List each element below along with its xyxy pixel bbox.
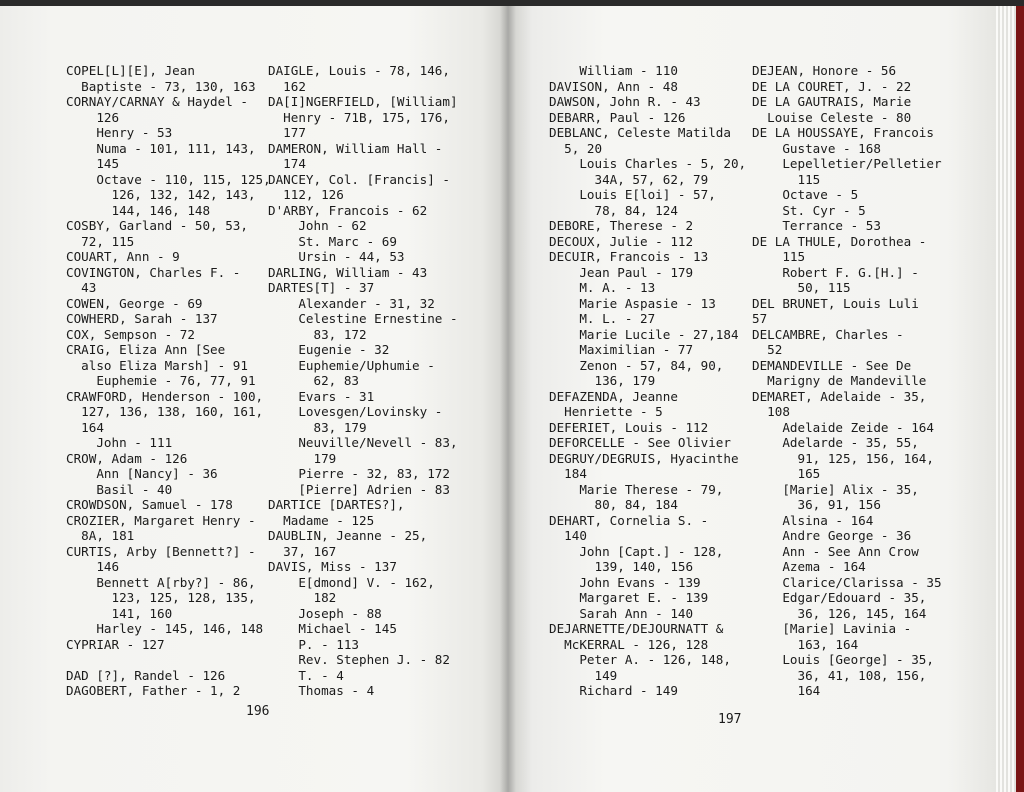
index-entry-line: Baptiste - 73, 130, 163 [66, 78, 256, 94]
index-entry-line: Zenon - 57, 84, 90, [549, 357, 724, 373]
index-entry-line: DARLING, William - 43 [268, 264, 428, 280]
index-entry-line: 164 [752, 683, 821, 698]
index-entry-line: DARTICE [DARTES?], [268, 497, 405, 512]
index-entry-line: DAMERON, William Hall - [268, 140, 443, 156]
index-entry-line: DEFERIET, Louis - 112 [549, 419, 709, 435]
index-entry-line: 123, 125, 128, 135, [66, 590, 256, 605]
index-entry-line: Terrance - 53 [752, 218, 881, 233]
index-entry-line: Marie Lucile - 27,184 [549, 326, 739, 342]
index-entry-line: DAIGLE, Louis - 78, 146, [268, 63, 450, 78]
index-entry-line: 36, 126, 145, 164 [752, 605, 927, 621]
index-entry-line: John [Capt.] - 128, [549, 543, 724, 559]
index-entry-line: Peter A. - 126, 148, [549, 652, 731, 667]
index-entry-line: 162 [268, 78, 306, 94]
index-entry-line: [Marie] Lavinia - [752, 621, 912, 636]
index-entry-line: St. Cyr - 5 [752, 202, 866, 218]
index-entry-line: DEBARR, Paul - 126 [549, 109, 686, 125]
index-entry-line: CURTIS, Arby [Bennett?] - [66, 543, 256, 559]
index-entry-line: 146 [66, 559, 120, 574]
index-entry-line: E[dmond] V. - 162, [268, 574, 435, 590]
index-entry-line: T. - 4 [268, 667, 344, 683]
index-entry-line: M. L. - 27 [549, 311, 656, 326]
index-entry-line: 52 [752, 342, 783, 357]
left-page-column-2 [268, 63, 458, 699]
index-entry-line: 177 [268, 125, 306, 140]
index-entry-line: 34A, 57, 62, 79 [549, 171, 709, 187]
index-entry-line: 139, 140, 156 [549, 559, 694, 574]
index-entry-line: DAVIS, Miss - 137 [268, 559, 397, 574]
index-entry-line: Octave - 110, 115, 125, [66, 171, 271, 187]
index-entry-line: 165 [752, 466, 821, 481]
index-entry-line: 182 [268, 590, 337, 605]
index-entry-line: DEJEAN, Honore - 56 [752, 63, 897, 78]
index-entry-line: St. Marc - 69 [268, 233, 397, 249]
index-entry-line: DECOUX, Julie - 112 [549, 233, 694, 249]
index-entry-line: 36, 41, 108, 156, [752, 667, 927, 683]
index-entry-line: McKERRAL - 126, 128 [549, 636, 709, 652]
index-entry-line: DAVISON, Ann - 48 [549, 78, 678, 94]
index-entry-line: Adelarde - 35, 55, [752, 435, 919, 450]
index-entry-line: 83, 179 [268, 419, 367, 435]
right-page-number: 197 [718, 712, 742, 727]
index-entry-line: Ursin - 44, 53 [268, 249, 405, 264]
index-entry-line: Octave - 5 [752, 187, 859, 202]
index-entry-line: Alsina - 164 [752, 512, 874, 528]
index-entry-line: CYPRIAR - 127 [66, 636, 165, 652]
index-entry-line: 78, 84, 124 [549, 202, 678, 218]
index-entry-line: 115 [752, 171, 821, 187]
index-entry-line: DE LA HOUSSAYE, Francois [752, 125, 934, 140]
index-entry-line: 163, 164 [752, 636, 859, 652]
index-entry-line: DEFORCELLE - See Olivier [549, 435, 731, 450]
index-entry-line: Margaret E. - 139 [549, 590, 709, 605]
index-entry-line: 126, 132, 142, 143, [66, 187, 256, 202]
index-entry-line: 174 [268, 156, 306, 171]
index-entry-line: 72, 115 [66, 233, 135, 249]
index-entry-line: Lovesgen/Lovinsky - [268, 404, 443, 419]
index-entry-line: COSBY, Garland - 50, 53, [66, 218, 248, 233]
index-entry-line: 108 [752, 404, 790, 419]
right-page-column-2 [752, 63, 942, 699]
index-entry-line: Robert F. G.[H.] - [752, 264, 919, 280]
index-entry-line: DEGRUY/DEGRUIS, Hyacinthe [549, 450, 739, 466]
index-entry-line: DA[I]NGERFIELD, [William] [268, 94, 458, 109]
index-entry-line: 83, 172 [268, 326, 367, 342]
index-entry-line: COWHERD, Sarah - 137 [66, 311, 218, 326]
index-entry-line: DAD [?], Randel - 126 [66, 667, 226, 683]
index-entry-line: COWEN, George - 69 [66, 295, 203, 311]
index-entry-line: DANCEY, Col. [Francis] - [268, 171, 450, 187]
index-entry-line: Edgar/Edouard - 35, [752, 590, 927, 605]
index-entry-line: COX, Sempson - 72 [66, 326, 195, 342]
index-entry-line: Madame - 125 [268, 512, 375, 528]
index-entry-line: [Pierre] Adrien - 83 [268, 481, 450, 497]
index-entry-line: John Evans - 139 [549, 574, 701, 590]
index-entry-line [66, 652, 271, 668]
index-entry-line: Pierre - 32, 83, 172 [268, 466, 450, 481]
index-entry-line: CROWDSON, Samuel - 178 [66, 497, 233, 512]
index-entry-line: Henry - 53 [66, 125, 173, 140]
index-entry-line: 36, 91, 156 [752, 497, 881, 512]
index-entry-line: 149 [549, 667, 618, 683]
index-entry-line: Louis E[loi] - 57, [549, 187, 716, 202]
index-entry-line: Louise Celeste - 80 [752, 109, 912, 125]
index-entry-line: Harley - 145, 146, 148 [66, 621, 264, 636]
index-entry-line: DEMANDEVILLE - See De [752, 357, 912, 373]
index-entry-line: DEL BRUNET, Louis Luli [752, 295, 919, 311]
index-entry-line: Evars - 31 [268, 388, 375, 404]
index-entry-line: Basil - 40 [66, 481, 173, 497]
index-entry-line: Bennett A[rby?] - 86, [66, 574, 256, 590]
index-entry-line: COUART, Ann - 9 [66, 249, 180, 264]
index-entry-line: Eugenie - 32 [268, 342, 390, 357]
index-entry-line: Jean Paul - 179 [549, 264, 694, 280]
index-entry-line: 127, 136, 138, 160, 161, [66, 404, 264, 419]
index-entry-line: DECUIR, Francois - 13 [549, 249, 709, 264]
index-entry-line: 184 [549, 466, 587, 481]
index-entry-line: DEBORE, Therese - 2 [549, 218, 694, 233]
index-entry-line: DEJARNETTE/DEJOURNATT & [549, 621, 724, 636]
index-entry-line: John - 62 [268, 218, 367, 233]
index-entry-line: Ann - See Ann Crow [752, 543, 919, 559]
index-entry-line: 140 [549, 528, 587, 543]
index-entry-line: 5, 20 [549, 140, 603, 156]
index-entry-line: 144, 146, 148 [66, 202, 211, 218]
index-entry-line: DE LA COURET, J. - 22 [752, 78, 912, 94]
index-entry-line: 164 [66, 419, 104, 435]
left-page-number: 196 [246, 704, 270, 719]
index-entry-line: Henry - 71B, 175, 176, [268, 109, 450, 125]
index-entry-line: 37, 167 [268, 543, 337, 559]
index-entry-line: DEMARET, Adelaide - 35, [752, 388, 927, 404]
index-entry-line: P. - 113 [268, 636, 359, 652]
index-entry-line: Marie Aspasie - 13 [549, 295, 716, 311]
index-entry-line: DE LA GAUTRAIS, Marie [752, 94, 912, 109]
index-entry-line: Joseph - 88 [268, 605, 382, 621]
index-entry-line: Michael - 145 [268, 621, 397, 636]
index-entry-line: William - 110 [549, 63, 678, 78]
index-entry-line: DELCAMBRE, Charles - [752, 326, 904, 342]
right-page-column-1 [549, 63, 746, 699]
index-entry-line: CRAIG, Eliza Ann [See [66, 342, 226, 357]
index-entry-line: 80, 84, 184 [549, 497, 678, 512]
index-entry-line: Neuville/Nevell - 83, [268, 435, 458, 450]
index-entry-line: 43 [66, 280, 97, 295]
index-entry-line: 136, 179 [549, 373, 656, 388]
index-entry-line: Clarice/Clarissa - 35 [752, 574, 942, 590]
index-entry-line: Adelaide Zeide - 164 [752, 419, 934, 435]
index-entry-line: Marie Therese - 79, [549, 481, 724, 497]
index-entry-line: 62, 83 [268, 373, 359, 388]
index-entry-line: DAWSON, John R. - 43 [549, 94, 701, 109]
index-entry-line: DEFAZENDA, Jeanne [549, 388, 678, 404]
index-entry-line: CROZIER, Margaret Henry - [66, 512, 256, 528]
index-entry-line: 91, 125, 156, 164, [752, 450, 934, 466]
index-entry-line: Numa - 101, 111, 143, [66, 140, 256, 156]
index-entry-line: Marigny de Mandeville [752, 373, 927, 388]
index-entry-line: Thomas - 4 [268, 683, 375, 698]
index-entry-line: DEBLANC, Celeste Matilda [549, 125, 731, 140]
index-entry-line: 179 [268, 450, 337, 466]
index-entry-line: also Eliza Marsh] - 91 [66, 357, 248, 373]
index-entry-line: 126 [66, 109, 120, 125]
index-entry-line: John - 111 [66, 435, 173, 450]
index-entry-line: 57 [752, 311, 768, 326]
book-cover-edge [1016, 6, 1024, 792]
index-entry-line: DARTES[T] - 37 [268, 280, 375, 295]
index-entry-line: 141, 160 [66, 605, 173, 621]
index-entry-line: COVINGTON, Charles F. - [66, 264, 241, 280]
index-entry-line: Azema - 164 [752, 559, 866, 574]
book-gutter [500, 6, 516, 792]
index-entry-line: Richard - 149 [549, 683, 678, 698]
index-entry-line: 8A, 181 [66, 528, 135, 543]
index-entry-line: Alexander - 31, 32 [268, 295, 435, 311]
index-entry-line: Lepelletier/Pelletier [752, 156, 942, 171]
left-page-column-1 [66, 63, 271, 699]
index-entry-line: D'ARBY, Francois - 62 [268, 202, 428, 218]
index-entry-line: 50, 115 [752, 280, 851, 295]
index-entry-line: Euphemie - 76, 77, 91 [66, 373, 256, 388]
index-entry-line: Louis Charles - 5, 20, [549, 156, 747, 171]
index-entry-line: Andre George - 36 [752, 528, 912, 543]
index-entry-line: DE LA THULE, Dorothea - [752, 233, 927, 249]
index-entry-line: M. A. - 13 [549, 280, 656, 295]
index-entry-line: CRAWFORD, Henderson - 100, [66, 388, 264, 404]
index-entry-line: Maximilian - 77 [549, 342, 694, 357]
index-entry-line: 112, 126 [268, 187, 344, 202]
index-entry-line: Rev. Stephen J. - 82 [268, 652, 450, 667]
index-entry-line: Celestine Ernestine - [268, 311, 458, 326]
index-entry-line: COPEL[L][E], Jean [66, 63, 195, 78]
index-entry-line: DEHART, Cornelia S. - [549, 512, 709, 528]
index-entry-line: Euphemie/Uphumie - [268, 357, 435, 373]
index-entry-line: Sarah Ann - 140 [549, 605, 694, 621]
index-entry-line: Gustave - 168 [752, 140, 881, 156]
index-entry-line: Louis [George] - 35, [752, 652, 934, 667]
index-entry-line: 145 [66, 156, 120, 171]
index-entry-line: DAGOBERT, Father - 1, 2 [66, 683, 241, 698]
index-entry-line: CORNAY/CARNAY & Haydel - [66, 94, 248, 109]
index-entry-line: 115 [752, 249, 806, 264]
index-entry-line: Ann [Nancy] - 36 [66, 466, 218, 481]
index-entry-line: DAUBLIN, Jeanne - 25, [268, 528, 428, 543]
index-entry-line: Henriette - 5 [549, 404, 663, 419]
index-entry-line: CROW, Adam - 126 [66, 450, 188, 466]
index-entry-line: [Marie] Alix - 35, [752, 481, 919, 497]
